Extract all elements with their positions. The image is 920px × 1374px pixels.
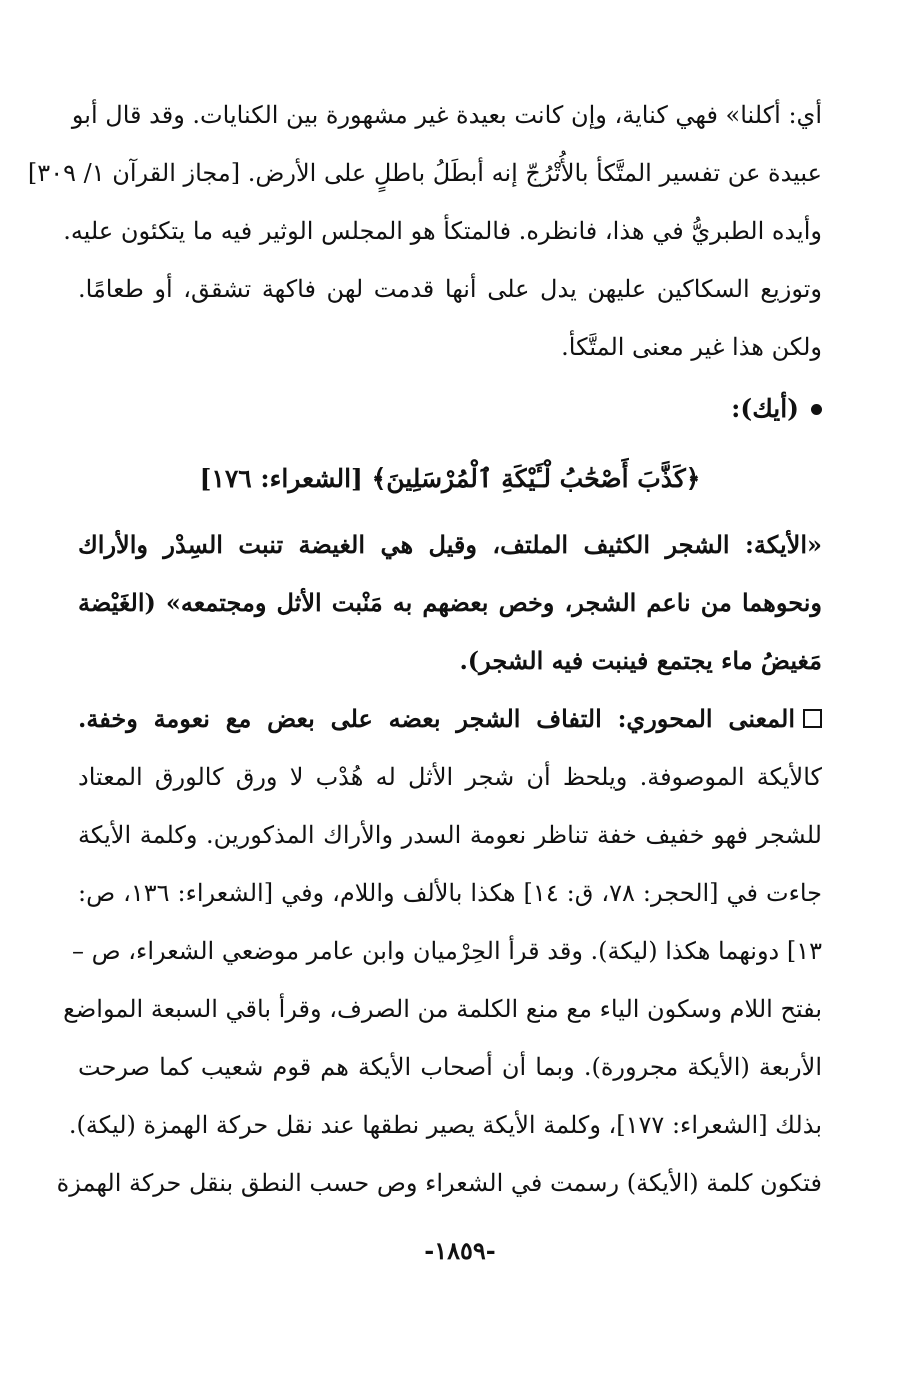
square-icon xyxy=(803,709,822,728)
text-line: مَغيضُ ماء يجتمع فينبت فيه الشجر). xyxy=(459,646,822,675)
page-number: -١٨٥٩- xyxy=(424,1236,496,1265)
text-line: ونحوهما من ناعم الشجر، وخص بعضهم به مَنْبت الأثل ومجتمعه» (الغَيْضة xyxy=(78,588,822,617)
definition-paragraph xyxy=(78,516,822,690)
core-meaning-text: التفاف الشجر بعضه على بعض مع نعومة وخفة. xyxy=(78,704,618,733)
entry-heading xyxy=(78,378,822,440)
text-line: عبيدة عن تفسير المتَّكأ بالأُتْرُجّ إنه أبطَلُ باطلٍ على الأرض. [مجاز القرآن ١/ ٣٠٩] xyxy=(27,159,822,187)
text-line: أي: أكلنا» فهي كناية، وإن كانت بعيدة غير مشهورة بين الكنايات. وقد قال أبو xyxy=(71,101,822,129)
text-line: بفتح اللام وسكون الياء مع منع الكلمة من الصرف، وقرأ باقي السبعة المواضع xyxy=(63,995,822,1023)
bullet-icon xyxy=(811,404,822,415)
text-line: جاءت في [الحجر: ٧٨، ق: ١٤] هكذا بالألف واللام، وفي [الشعراء: ١٣٦، ص: xyxy=(78,879,822,907)
text-line: وأيده الطبريُّ في هذا، فانظره. فالمتكأ هو المجلس الوثير فيه ما يتكئون عليه. xyxy=(63,217,822,245)
text-line: «الأيكة: الشجر الكثيف الملتف، وقيل هي الغيضة تنبت السِدْر والأراك xyxy=(78,530,822,559)
core-meaning-label: المعنى المحوري: xyxy=(617,704,795,733)
text-line: كالأيكة الموصوفة. ويلحظ أن شجر الأثل له هُدْب لا ورق كالورق المعتاد xyxy=(78,763,822,791)
quran-verse: ﴿كَذَّبَ أَصْحَٰبُ لْـَٔيْكَةِ ٱلْمُرْسَلِينَ﴾ [الشعراء: ١٧٦] xyxy=(199,464,701,493)
core-meaning-line xyxy=(78,690,822,748)
text-line: بذلك [الشعراء: ١٧٧]، وكلمة الأيكة يصير نطقها عند نقل حركة الهمزة (ليكة). xyxy=(68,1111,822,1139)
paragraph-3 xyxy=(56,748,822,1212)
text-line: ١٣] دونهما هكذا (ليكة). وقد قرأ الحِرْميان وابن عامر موضعي الشعراء، ص – xyxy=(72,937,822,965)
text-line: للشجر فهو خفيف خفة تناظر نعومة السدر والأراك المذكورين. وكلمة الأيكة xyxy=(78,821,822,849)
entry-heading-text: (أيك): xyxy=(731,394,799,423)
text-line: فتكون كلمة (الأيكة) رسمت في الشعراء وص حسب النطق بنقل حركة الهمزة xyxy=(56,1169,822,1197)
text-line: الأربعة (الأيكة مجرورة). وبما أن أصحاب الأيكة هم قوم شعيب كما صرحت xyxy=(78,1053,822,1081)
page-body xyxy=(27,86,822,1212)
text-line: ولكن هذا غير معنى المتَّكأ. xyxy=(561,333,822,361)
text-line: وتوزيع السكاكين عليهن يدل على أنها قدمت لهن فاكهة تشقق، أو طعامًا. xyxy=(78,275,822,303)
paragraph-1 xyxy=(27,86,822,376)
